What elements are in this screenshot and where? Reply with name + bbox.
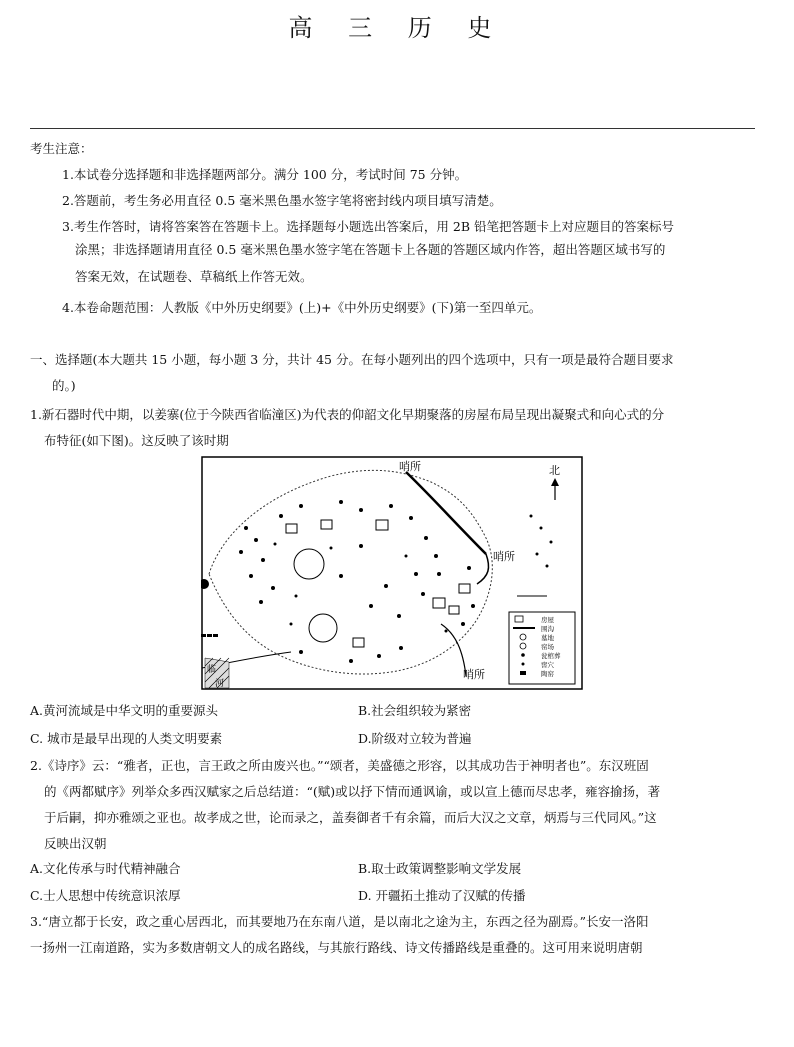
notice-item-4: 4.本卷命题范围：人教版《中外历史纲要》(上)+《中外历史纲要》(下)第一至四单元。 (62, 300, 542, 315)
jiangzhai-settlement-map (201, 456, 583, 690)
question-1-option-a: A.黄河流域是中华文明的重要源头 (30, 703, 219, 718)
header-divider (30, 128, 755, 129)
legend-item: 瓮棺葬 (541, 652, 561, 660)
notice-item-2: 2.答题前，考生务必用直径 0.5 毫米黑色墨水签字笔将密封线内项目填写清楚。 (62, 193, 502, 208)
question-2-stem-cont: 反映出汉朝 (44, 836, 107, 851)
notice-item-1: 1.本试卷分选择题和非选择题两部分。满分 100 分，考试时间 75 分钟。 (62, 167, 468, 182)
north-label: 北 (549, 464, 560, 477)
question-3-stem: 3.“唐立都于长安，政之重心居西北，而其要地乃在东南八道，是以南北之途为主，东西之径为副焉。”长安一洛阳 (30, 914, 649, 929)
question-1-option-b: B.社会组织较为紧密 (358, 703, 472, 718)
notice-item-3-line-2: 涂黑；非选择题请用直径 0.5 毫米黑色墨水签字笔在答题卡上各题的答题区域内作答，超出答题区域书写的 (75, 242, 666, 257)
notice-item-3-line-3: 答案无效，在试题卷、草稿纸上作答无效。 (75, 269, 313, 284)
legend-item: 窖穴 (541, 661, 554, 669)
watch-post-label-1: 哨所 (399, 460, 421, 473)
notice-item-3-line-1: 3.考生作答时，请将答案答在答题卡上。选择题每小题选出答案后，用 2B 铅笔把答题卡上对应题目的答案标号 (62, 219, 675, 234)
question-2-option-a: A.文化传承与时代精神融合 (30, 861, 181, 876)
question-2-option-c: C.士人思想中传统意识浓厚 (30, 888, 181, 903)
legend-item: 陶窑 (541, 670, 554, 678)
river-label-2: 河 (215, 679, 225, 689)
section-1-heading-cont: 的。) (52, 378, 76, 393)
question-2-stem: 2.《诗序》云：“雅者，正也，言王政之所由废兴也。”“颂者，美盛德之形容，以其成功告于神明者也”。东汉班固 (30, 758, 649, 773)
legend-item: 墓地 (541, 634, 554, 642)
river-label-1: 临 (207, 665, 217, 675)
notice-heading: 考生注意： (30, 141, 93, 156)
question-1-option-c: C. 城市是最早出现的人类文明要素 (30, 731, 223, 746)
page-title: 高 三 历 史 (288, 14, 506, 42)
question-2-stem-cont: 于后嗣，抑亦雅颂之亚也。故孝成之世，论而录之，盖奏御者千有余篇，而后大汉之文章，炳焉与三代同风。”这 (44, 810, 657, 825)
section-1-heading: 一、选择题(本大题共 15 小题，每小题 3 分，共计 45 分。在每小题列出的四个选项中，只有一项是最符合题目要求 (30, 352, 674, 367)
watch-post-label-2: 哨所 (493, 550, 515, 563)
question-2-option-b: B.取士政策调整影响文学发展 (358, 861, 522, 876)
question-2-stem-cont: 的《两都赋序》列举众多西汉赋家之后总结道：“(赋)或以抒下情而通讽谕，或以宣上德而尽忠孝，雍容揄扬，著 (44, 784, 661, 799)
question-1-stem: 1.新石器时代中期，以姜寨(位于今陕西省临潼区)为代表的仰韶文化早期聚落的房屋布局呈现出凝聚式和向心式的分 (30, 407, 665, 422)
watch-post-label-3: 哨所 (463, 668, 485, 681)
question-1-option-d: D.阶级对立较为普遍 (358, 731, 472, 746)
legend-item: 房屋 (541, 616, 554, 624)
legend-item: 窑场 (541, 643, 554, 651)
question-1-stem-cont: 布特征(如下图)。这反映了该时期 (44, 433, 229, 448)
question-3-stem-cont: 一扬州一江南道路，实为多数唐朝文人的成名路线，与其旅行路线、诗文传播路线是重叠的。这可用来说明唐朝 (30, 940, 643, 955)
question-2-option-d: D. 开疆拓土推动了汉赋的传播 (358, 888, 526, 903)
legend-item: 围沟 (541, 625, 554, 633)
